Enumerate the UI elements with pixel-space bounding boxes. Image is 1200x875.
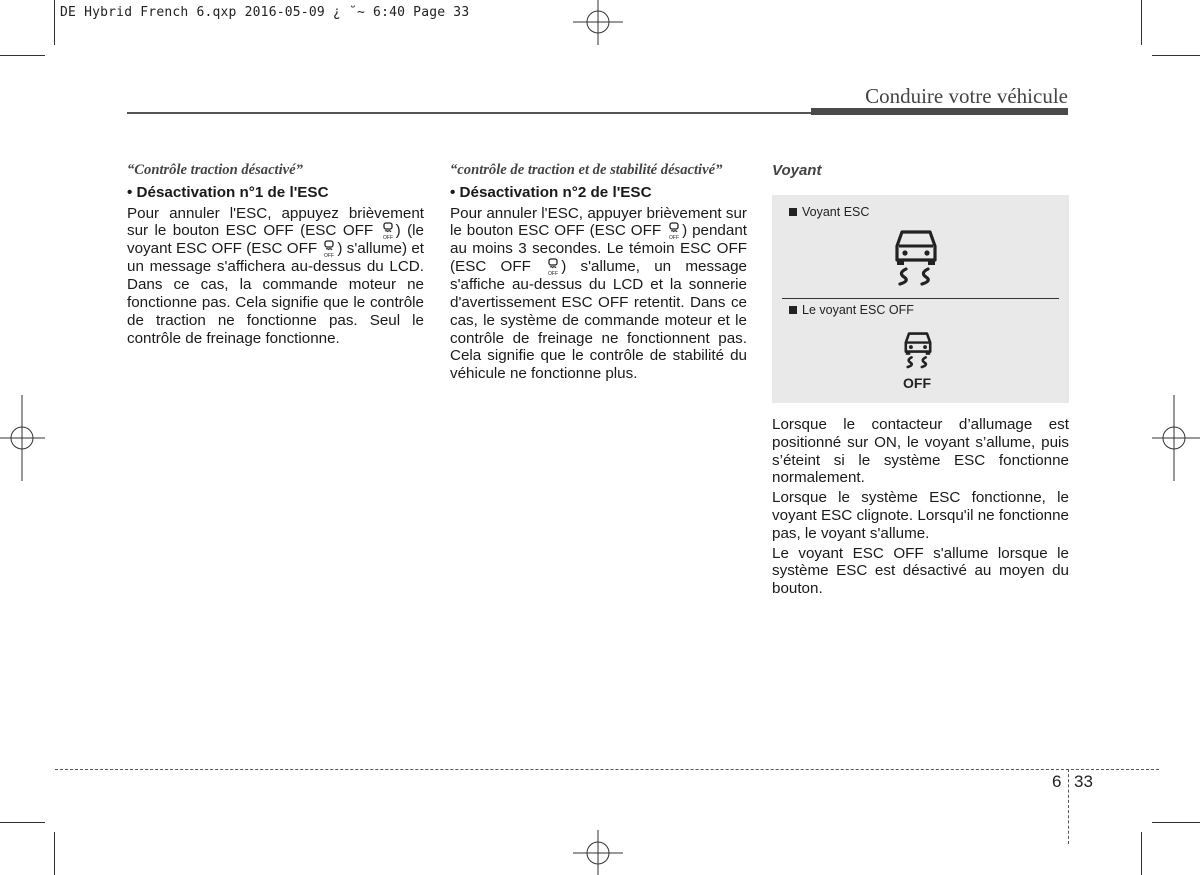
registration-mark-icon: [573, 0, 623, 45]
svg-text:OFF: OFF: [382, 235, 393, 241]
registration-mark-icon: [573, 830, 623, 875]
panel-label-text: Le voyant ESC OFF: [802, 303, 914, 317]
square-bullet-icon: [789, 208, 797, 216]
paragraph: Lorsque le système ESC fonctionne, le voyant ESC clignote. Lorsqu'il ne fonctionne pas, le voyant s'allume.: [772, 489, 1069, 542]
registration-mark-icon: [1152, 395, 1200, 481]
esc-off-indicator-icon: [900, 328, 936, 370]
column-2: [450, 162, 747, 383]
panel-divider: [782, 298, 1059, 299]
paragraph-text: Pour annuler l'ESC, appuyez brièvement sur le bouton ESC OFF (ESC OFF: [127, 204, 424, 240]
svg-text:OFF: OFF: [548, 271, 559, 277]
footer-dashed-divider: [1068, 769, 1069, 844]
column-3-body: [772, 416, 1069, 600]
paragraph: [127, 205, 424, 348]
crop-mark: [1141, 0, 1142, 45]
panel-label: [789, 205, 869, 219]
crop-mark: [1152, 822, 1200, 823]
panel-label-text: Voyant ESC: [802, 205, 870, 219]
crop-mark: [54, 0, 55, 45]
registration-mark-icon: [0, 395, 45, 481]
svg-text:OFF: OFF: [324, 253, 335, 259]
paragraph-text: ) s'allume) et un message s'affichera au-dessus du LCD. Dans ce cas, la commande moteur ne fonctionne pas. Cela signifie que le contrôle de traction ne fonctionne pas. Seul le contrôle de freinage fonctionne.: [127, 240, 425, 347]
header-rule: [127, 112, 811, 114]
esc-indicator-icon: [888, 226, 944, 286]
print-slug: DE Hybrid French 6.qxp 2016-05-09 ¿ ˘~ 6:40 Page 33: [60, 5, 470, 20]
paragraph: Le voyant ESC OFF s'allume lorsque le système ESC est désactivé au moyen du bouton.: [772, 544, 1069, 598]
paragraph-text: ) (le voyant ESC OFF (ESC OFF: [127, 222, 424, 258]
svg-text:OFF: OFF: [669, 235, 680, 241]
esc-off-indicator-icon: [322, 240, 336, 258]
off-label: OFF: [903, 375, 931, 391]
caption: Voyant: [772, 162, 822, 179]
crop-mark: [54, 832, 55, 875]
crop-mark: [0, 822, 45, 823]
paragraph-text: ) s'allume, un message s'affiche au-dessus du LCD et la sonnerie d'avertissement ESC OFF retentit. Dans ce cas, le système de commande moteur et le contrôle de freinage ne fonctionnent pas. Cela signifie que le contrôle de stabilité du véhicule ne fonctionne plus.: [450, 258, 748, 383]
caption: “contrôle de traction et de stabilité désactivé”: [450, 162, 723, 178]
crop-mark: [1152, 55, 1200, 56]
esc-off-indicator-icon: [667, 222, 681, 240]
square-bullet-icon: [789, 306, 797, 314]
paragraph-text: ) pendant au moins 3 secondes. Le témoin ESC OFF (ESC OFF: [450, 222, 747, 276]
footer-dashed-rule: [55, 769, 1159, 770]
chapter-number: 6: [1052, 772, 1062, 791]
header-rule-thick: [811, 108, 1068, 115]
bullet-heading: • Désactivation n°1 de l'ESC: [127, 183, 329, 201]
bullet-heading: • Désactivation n°2 de l'ESC: [450, 183, 652, 201]
indicator-panel: [772, 195, 1069, 403]
caption: “Contrôle traction désactivé”: [127, 162, 303, 178]
column-1: [127, 162, 424, 347]
paragraph: [450, 205, 747, 383]
paragraph: Lorsque le contacteur d’allumage est positionné sur ON, le voyant s’allume, puis s’éteint si le système ESC fonctionne normalement.: [772, 416, 1069, 487]
crop-mark: [0, 55, 45, 56]
panel-label: [789, 303, 914, 317]
esc-off-indicator-icon: [546, 258, 560, 276]
paragraph-text: Pour annuler l'ESC, appuyer brièvement sur le bouton ESC OFF (ESC OFF: [450, 204, 747, 240]
page-number: 33: [1074, 772, 1093, 791]
crop-mark: [1141, 832, 1142, 875]
esc-off-indicator-icon: [381, 222, 395, 240]
column-3-header: [772, 162, 1069, 180]
section-title: Conduire votre véhicule: [865, 84, 1068, 108]
